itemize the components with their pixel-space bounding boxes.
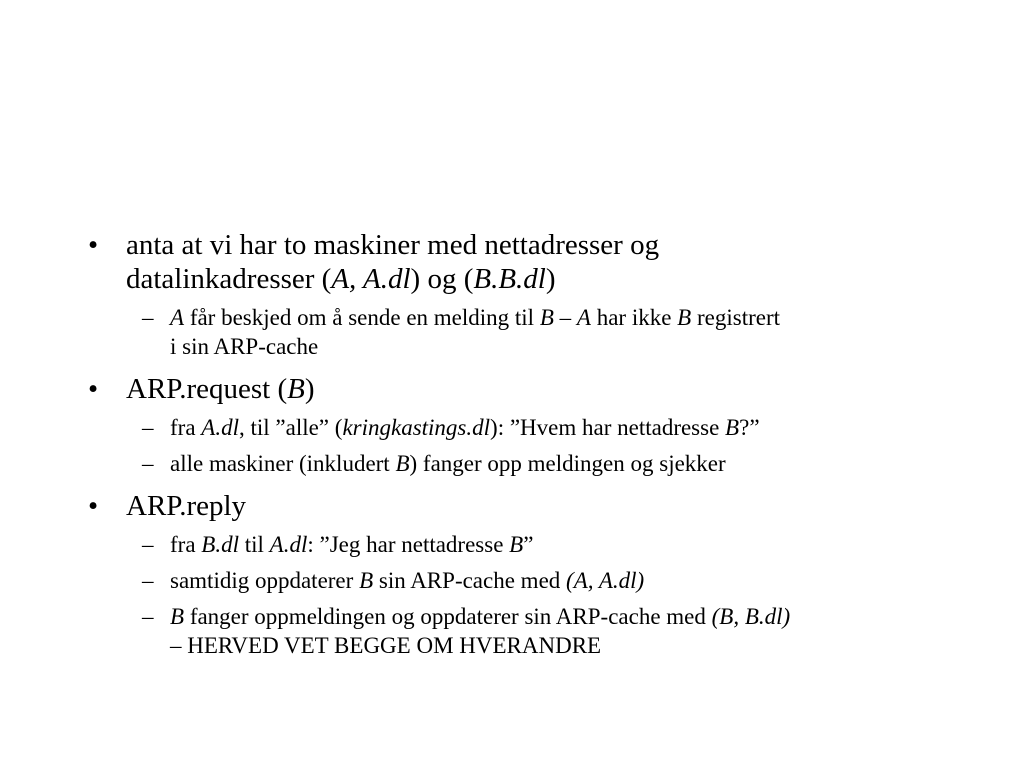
bullet-icon: • xyxy=(88,490,99,522)
italic-text: (A, A.dl) xyxy=(566,568,645,593)
sub-bullet-text xyxy=(170,532,533,557)
text-segment: sin ARP-cache med xyxy=(373,568,567,593)
dash-icon: – xyxy=(142,451,154,476)
bullet-item xyxy=(84,489,984,523)
text-segment: alle maskiner (inkludert xyxy=(170,451,396,476)
italic-text: A.dl xyxy=(269,532,308,557)
text-segment: ): ”Hvem har nettadresse xyxy=(490,415,726,440)
text-segment: får beskjed om å sende en melding til xyxy=(184,305,540,330)
text-segment: i sin ARP-cache xyxy=(170,334,319,359)
italic-text: A, A.dl xyxy=(331,263,411,295)
italic-text: B xyxy=(359,568,374,593)
sub-bullet-item xyxy=(84,566,984,595)
text-segment: samtidig oppdaterer xyxy=(170,568,360,593)
sub-bullet-item xyxy=(84,530,984,559)
sub-bullet-text xyxy=(170,604,790,658)
italic-text: A.dl xyxy=(201,415,239,440)
italic-text: A xyxy=(170,305,185,330)
dash-icon: – xyxy=(142,604,154,629)
text-segment: ARP.request ( xyxy=(126,373,288,405)
dash-icon: – xyxy=(142,305,154,330)
bullet-item xyxy=(84,372,984,406)
text-segment: ) xyxy=(545,263,556,295)
sub-bullet-item xyxy=(84,413,984,442)
slide-content xyxy=(84,228,984,660)
sub-bullet-text xyxy=(170,568,644,593)
text-segment: fra xyxy=(170,415,202,440)
italic-text: (B, B.dl) xyxy=(711,604,791,629)
italic-text: B.dl xyxy=(201,532,239,557)
italic-text: B xyxy=(170,604,185,629)
text-segment: anta at vi har to maskiner med nettadresser og xyxy=(126,229,660,261)
bullet-item xyxy=(84,228,984,296)
text-segment: : ”Jeg har nettadresse xyxy=(307,532,510,557)
italic-text: A xyxy=(576,305,591,330)
text-segment: har ikke xyxy=(590,305,678,330)
sub-bullet-text xyxy=(170,415,760,440)
text-segment: ” xyxy=(523,532,534,557)
dash-icon: – xyxy=(142,568,154,593)
bullet-icon: • xyxy=(88,229,99,261)
dash-icon: – xyxy=(142,415,154,440)
text-segment: datalinkadresser ( xyxy=(126,263,332,295)
italic-text: B xyxy=(287,373,305,405)
italic-text: B.B.dl xyxy=(473,263,546,295)
italic-text: B xyxy=(677,305,692,330)
text-segment: – HERVED VET BEGGE OM HVERANDRE xyxy=(170,633,602,658)
italic-text: kringkastings.dl xyxy=(342,415,491,440)
italic-text: B xyxy=(509,532,524,557)
sub-bullet-text xyxy=(170,451,726,476)
italic-text: B xyxy=(395,451,410,476)
text-segment: – xyxy=(553,305,577,330)
dash-icon: – xyxy=(142,532,154,557)
sub-bullet-item xyxy=(84,303,984,361)
bullet-text xyxy=(126,490,246,522)
text-segment: fanger oppmeldingen og oppdaterer sin ARP-cache med xyxy=(184,604,712,629)
text-segment: til xyxy=(238,532,270,557)
text-segment: ) fanger opp meldingen og sjekker xyxy=(409,451,726,476)
bullet-icon: • xyxy=(88,373,99,405)
bullet-text xyxy=(126,229,659,295)
text-segment: , til ”alle” ( xyxy=(238,415,343,440)
italic-text: B xyxy=(725,415,740,440)
text-segment: fra xyxy=(170,532,202,557)
sub-bullet-item xyxy=(84,602,984,660)
text-segment: ) xyxy=(304,373,315,405)
text-segment: ?” xyxy=(739,415,760,440)
text-segment: registrert xyxy=(691,305,780,330)
bullet-text xyxy=(126,373,315,405)
sub-bullet-item xyxy=(84,449,984,478)
text-segment: ARP.reply xyxy=(126,490,247,522)
text-segment: ) og ( xyxy=(410,263,474,295)
italic-text: B xyxy=(539,305,554,330)
sub-bullet-text xyxy=(170,305,780,359)
